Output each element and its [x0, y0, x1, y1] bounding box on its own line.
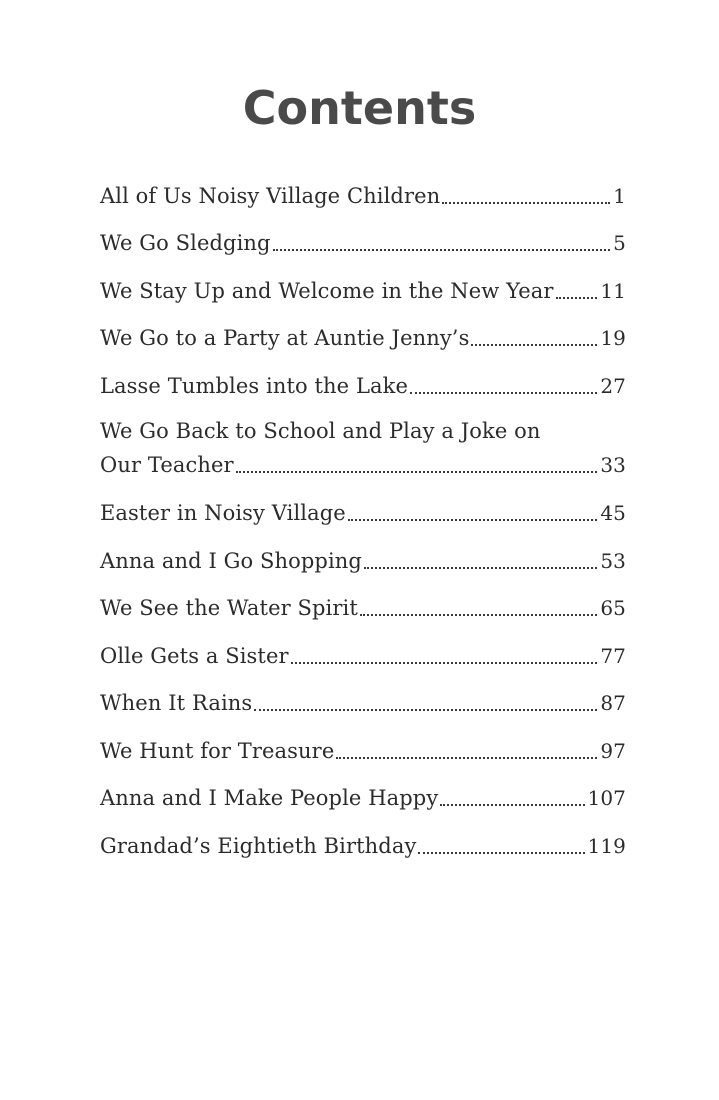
- chapter-title: Grandad’s Eightieth Birthday: [100, 833, 417, 858]
- chapter-title: Anna and I Go Shopping: [100, 548, 362, 573]
- dot-leader: [442, 202, 610, 204]
- dot-leader: [556, 297, 598, 299]
- chapter-title: We See the Water Spirit: [100, 596, 358, 620]
- chapter-title-line-2-row: [100, 449, 626, 481]
- toc-entry[interactable]: [100, 577, 626, 625]
- toc-entry[interactable]: [100, 212, 626, 260]
- toc-entry[interactable]: [100, 482, 626, 530]
- toc-entry[interactable]: [100, 259, 626, 307]
- toc-entry[interactable]: [100, 529, 626, 577]
- dot-leader: [471, 344, 597, 346]
- page-number: 97: [600, 738, 626, 763]
- table-of-contents: [100, 164, 626, 862]
- dot-leader: [291, 662, 598, 664]
- page-number: 5: [613, 231, 626, 255]
- dot-leader: [273, 249, 611, 251]
- dot-leader: [336, 757, 597, 759]
- chapter-title: All of Us Noisy Village Children: [100, 183, 441, 208]
- page-number: 53: [600, 548, 626, 573]
- toc-entry[interactable]: [100, 402, 626, 482]
- dot-leader: [440, 804, 584, 806]
- chapter-title: Anna and I Make People Happy: [100, 786, 439, 810]
- dot-leader: [364, 567, 597, 569]
- toc-entry[interactable]: [100, 814, 626, 862]
- dot-leader: [360, 614, 597, 616]
- toc-entry[interactable]: [100, 354, 626, 402]
- chapter-title: We Go Sledging: [100, 231, 271, 255]
- page-number: 77: [600, 643, 626, 668]
- page-number: 19: [600, 326, 626, 350]
- page-number: 87: [600, 691, 626, 715]
- page-number: 11: [600, 278, 626, 303]
- contents-heading: Contents: [242, 81, 477, 135]
- dot-leader: [236, 471, 598, 473]
- toc-entry[interactable]: [100, 164, 626, 212]
- page-number: 33: [600, 452, 626, 477]
- page-number: 45: [600, 501, 626, 525]
- chapter-title: Lasse Tumbles into the Lake: [100, 373, 408, 398]
- page-number: 119: [587, 833, 626, 858]
- dot-leader: [348, 519, 598, 521]
- toc-entry[interactable]: [100, 767, 626, 815]
- dot-leader: [254, 709, 597, 711]
- toc-entry[interactable]: [100, 307, 626, 355]
- dot-leader: [410, 392, 597, 394]
- toc-entry[interactable]: [100, 624, 626, 672]
- dot-leader: [418, 852, 584, 854]
- chapter-title-line-1: We Go Back to School and Play a Joke on: [100, 418, 541, 443]
- page-number: 65: [600, 596, 626, 620]
- chapter-title: Olle Gets a Sister: [100, 643, 289, 668]
- chapter-title: Easter in Noisy Village: [100, 501, 346, 525]
- toc-entry[interactable]: [100, 672, 626, 720]
- chapter-title-line-2: Our Teacher: [100, 452, 234, 477]
- page-number: 27: [600, 373, 626, 398]
- chapter-title: When It Rains: [100, 691, 253, 715]
- page-number: 1: [613, 183, 626, 208]
- chapter-title: We Hunt for Treasure: [100, 738, 335, 763]
- chapter-title: We Stay Up and Welcome in the New Year: [100, 278, 554, 303]
- toc-entry[interactable]: [100, 719, 626, 767]
- page-number: 107: [587, 786, 626, 810]
- chapter-title: We Go to a Party at Auntie Jenny’s: [100, 326, 470, 350]
